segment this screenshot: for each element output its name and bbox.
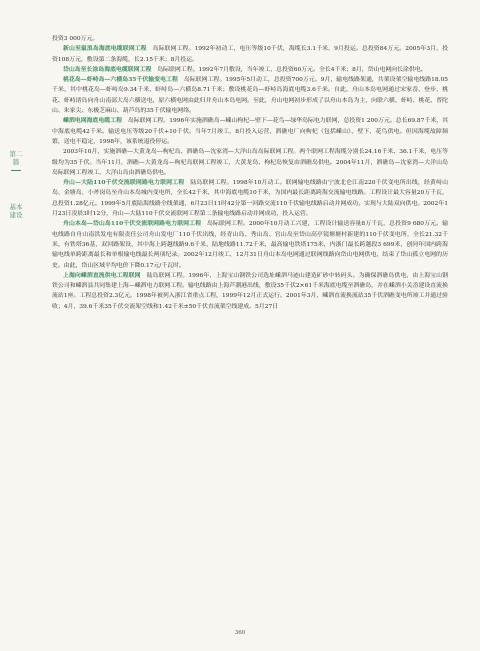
paragraph <box>52 65 448 75</box>
paragraph <box>52 44 448 65</box>
paragraph <box>52 147 448 178</box>
paragraph-title: 新山至鼠浪岛海底电缆联网工程 <box>63 45 147 53</box>
paragraph-title: 舟山—大陆110千伏交流联网路电力联网工程 <box>63 179 185 187</box>
sidebar <box>8 150 24 219</box>
paragraph <box>52 34 448 44</box>
paragraph-text: 陆岛联网工程。1998年10月动工。联网输电线路由宁波北仑江南220千伏变电所出线，经黄峙山岛、金塘岛、小斧岗岛至舟山本岛城内变电所，全长42千米，其中海底电缆10千米，为国内最长距离跨海交流输电线路。工程设计最大容量20万千瓦，总投资1.28亿元。1999年5月底陆海线路全线架通，6月23日11时42分第一回路交流110千伏输电线路启动并网成功，实现与大陆双向供电。2002年1月23日凌晨3时12分，舟山—大陆110千伏交流联网工程第二条输电线路启动并网成功，投入运营。 <box>52 180 449 218</box>
paragraph <box>52 75 448 116</box>
paragraph <box>52 116 448 147</box>
paragraph-title: 岱山岛至长涂岛海底电缆联网工程 <box>63 65 152 73</box>
paragraph-text: 投资3 000万元。 <box>52 36 99 42</box>
paragraph-text: 陆岛联网工程。1996年，上海宝山钢铁公司选址嵊泗马迹山建造矿砂中转码头。为确保泗礁岛供电，由上海宝山钢铁公司和嵊泗县共同集建上海—嵊泗电力联网工程。输电线路由上海芦潮港出线，敷设35千伏2×61千米海底电缆至泗礁岛，并在嵊泗小关岙建设直流换流站1座。工程总投资2.3亿元。1998年被列入浙江省重点工程，1999年12月正式运行。2001年3月，嵊泗直流换流站35千伏泗礁变电所竣工并通过验收；4月，39.6千米35千伏交流架空线和1.42千米±50千伏直流架空线建成。5月27日 <box>52 272 449 310</box>
paragraph-title: 舟山本岛—岱山岛110千伏交流联网路电力联网工程 <box>63 220 202 228</box>
divider <box>11 170 21 171</box>
page-number: 360 <box>234 630 246 636</box>
paragraph-text: 岛际联网工程。1992年初动工，电压等级10千伏，海缆长3.1千米，9月投运。总投资84万元。2005年3月，投资108万元，敷设第二条海缆，长2.15千米；8月投运。 <box>52 46 449 63</box>
paragraph-title: 嵊泗电网海底电缆工程 <box>63 117 122 125</box>
paragraph <box>52 178 448 219</box>
paragraph-text: 岛际联网工程。1996年实施泗礁岛—嵊山枸杞—壁下—花鸟—绿华岛际电力联网，总投资1 200万元。总长69.87千米，其中海底电缆42千米。输送电压等级20千伏+10千伏。当年7月竣工，8月投入运营，泗礁电厂向枸杞（包括嵊山）、壁下、花鸟供电。但因海缆故障频繁，送电不稳定，1998年，该系统退役停运。 <box>52 118 449 145</box>
paragraph <box>52 271 448 312</box>
paragraph-text: 岛际联网工程。2000年10月动工兴建，工程设计输送容量8万千瓦，总投资9 680万元。输电线路自舟山南洪发电有限责任公司舟山发电厂110千伏出线，经青山岛、秀山岛、官山岛至岱山高亭镜塘塘村新建的110千伏变电所，全长21.32千米，有铁塔36基，双回路架设，其中海上跨越线路9.6千米，陆地线路11.72千米，最高输电铁塔175米，内浙门最长跨越段3 699米，创同年国内跨海输电线单跨距离最长和单根输电线最长两项纪录。2002年12月竣工，12月31日舟山本岛电网通过联网线路向岱山电网供电，结束了岱山孤立电网的历史。由此，岱山区域平均电价下降0.17元/千瓦时。 <box>52 221 448 269</box>
paragraph-text: 2003年10月，实施泗礁—大黄龙岛—枸杞岛、泗礁岛—沈家湾—大洋山岛岛际联网工程。两个联网工程海缆分别长24.16千米、36.1千米，电压等级均为35千伏。当年11月，泗礁—大黄龙岛—枸杞岛联网工程竣工，大黄龙岛、枸杞岛恢复由泗礁岛供电。2004年11月，泗礁岛—沈家湾—大洋山岛岛际联网工程竣工，大洋山岛由泗礁岛供电。 <box>52 149 448 176</box>
paragraph-text: 岛际联网工程。1992年7月敷设，当年竣工，总投资60万元。全长4千米；8月，岱山电网向长涂供电。 <box>157 66 427 73</box>
paragraph-title: 上海向嵊泗直流供电工程联网 <box>63 271 141 279</box>
paragraph-title: 桃花岛—虾峙岛—六横岛35千伏输变电工程 <box>63 76 178 84</box>
paragraph <box>52 219 448 270</box>
section-label: 第二篇 <box>9 150 23 166</box>
chapter-label: 基本建设 <box>9 203 23 219</box>
paragraph-text: 岛际联网工程。1995年5月动工，总投资700万元。9月，输电线路架通，共架设架空输电线路18.05千米，其中桃花岛—虾峙岛9.34千米，虾峙岛—六横岛8.71千米；敷设桃花岛—虾峙岛海底电缆3.6千米。自此，舟山本岛电网通过宋家岙、登步、桃花、虾峙诸岛向舟山南部大岛六横送电，原六横电网由此归并舟山本岛电网。至此，舟山电网初步形成了以舟山本岛为主，向联六横、虾峙、桃花、普陀山、朱家尖、东极芝麻山、葫芦岛的35千伏输电网络。 <box>52 77 449 115</box>
body-text <box>52 34 448 312</box>
